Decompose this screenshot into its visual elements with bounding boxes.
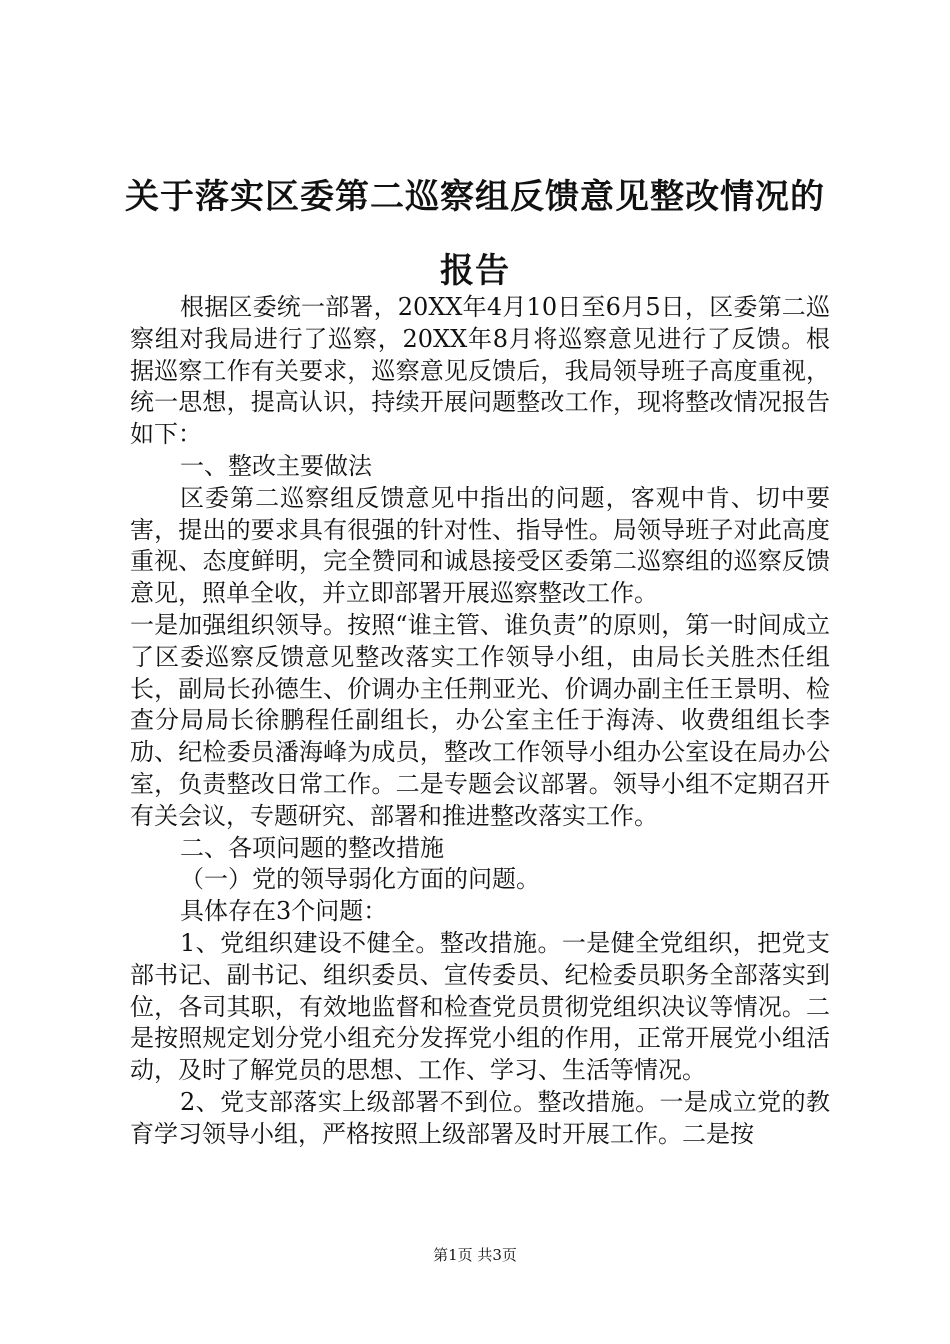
paragraph-issue-2: 2、党支部落实上级部署不到位。整改措施。一是成立党的教育学习领导小组，严格按照上级部署及时开展工作。二是按 <box>130 1087 830 1148</box>
page-footer: 第1页 共3页 <box>433 1246 517 1264</box>
paragraph-section-1-details: 一是加强组织领导。按照“谁主管、谁负责”的原则，第一时间成立了区委巡察反馈意见整改落实工作领导小组，由局长关胜杰任组长，副局长孙德生、价调办主任荆亚光、价调办副主任王景明、检查分局局长徐鹏程任副组长，办公室主任于海涛、收费组组长李劢、纪检委员潘海峰为成员，整改工作领导小组办公室设在局办公室，负责整改日常工作。二是专题会议部署。领导小组不定期召开有关会议，专题研究、部署和推进整改落实工作。 <box>130 610 830 830</box>
paragraph-problem-count: 具体存在3个问题： <box>180 897 388 926</box>
paragraph-section-1-summary: 区委第二巡察组反馈意见中指出的问题，客观中肯、切中要害，提出的要求具有很强的针对性、指导性。局领导班子对此高度重视、态度鲜明，完全赞同和诚恳接受区委第二巡察组的巡察反馈意见，照单全收，并立即部署开展巡察整改工作。 <box>130 483 830 608</box>
section-heading-2: 二、各项问题的整改措施 <box>180 833 444 862</box>
paragraph-intro: 根据区委统一部署，20XX年4月10日至6月5日，区委第二巡察组对我局进行了巡察，20XX年8月将巡察意见进行了反馈。根据巡察工作有关要求，巡察意见反馈后，我局领导班子高度重视，统一思想，提高认识，持续开展问题整改工作，现将整改情况报告如下： <box>130 293 830 449</box>
document-body <box>130 292 830 1151</box>
paragraph-issue-1: 1、党组织建设不健全。整改措施。一是健全党组织，把党支部书记、副书记、组织委员、宣传委员、纪检委员职务全部落实到位，各司其职，有效地监督和检查党员贯彻党组织决议等情况。二是按照规定划分党小组充分发挥党小组的作用，正常开展党小组活动，及时了解党员的思想、工作、学习、生活等情况。 <box>130 928 830 1085</box>
document-title: 关于落实区委第二巡察组反馈意见整改情况的报告 <box>125 177 825 291</box>
section-heading-1: 一、整改主要做法 <box>180 451 372 480</box>
subsection-heading-1: （一）党的领导弱化方面的问题。 <box>180 865 540 894</box>
